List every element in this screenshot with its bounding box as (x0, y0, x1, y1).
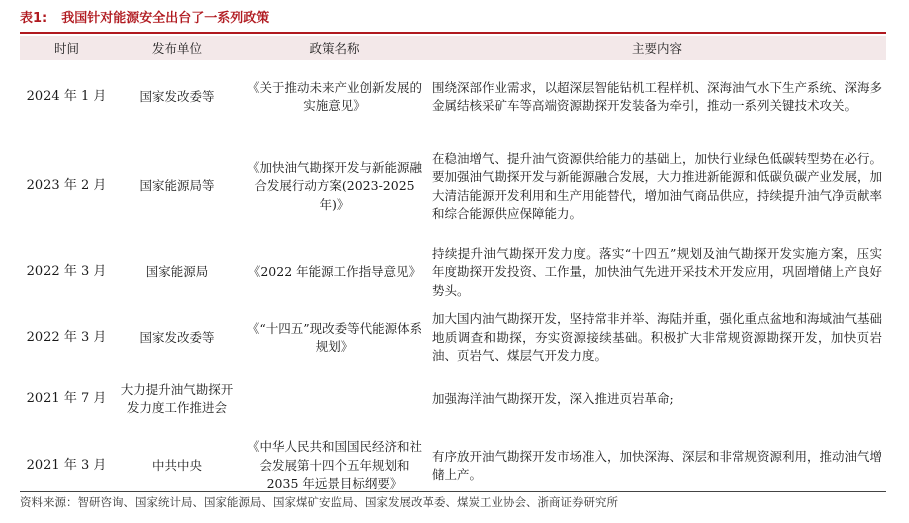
cell-unit: 国家发改委等 (139, 88, 215, 104)
cell-time: 2023 年 2 月 (26, 178, 107, 194)
cell-policy-name: 《“十四五”现改委等代能源体系规划》 (246, 320, 423, 354)
cell-time: 2022 年 3 月 (26, 264, 107, 280)
header-unit: 发布单位 (113, 36, 241, 60)
cell-content: 持续提升油气勘探开发力度。落实“十四五”规划及油气勘探开发实施方案，压实年度勘探开发投资、工作量，加快油气先进开采技术开发应用，巩固增储上产良好势头。 (432, 245, 883, 298)
cell-content: 有序放开油气勘探开发市场准入，加快深海、深层和非常规资源利用，推动油气增储上产。 (432, 448, 883, 482)
header-name: 政策名称 (241, 36, 428, 60)
cell-policy-name: 《中华人民共和国国民经济和社会发展第十四个五年规划和 2035 年远景目标纲要》 (246, 439, 422, 492)
cell-time: 2021 年 7 月 (26, 390, 107, 406)
cell-content: 加大国内油气勘探开发，坚持常非并举、海陆并重，强化重点盆地和海域油气基础地质调查和勘探，夯实资源接续基础。积极扩大非常规资源勘探开发，加快页岩油、页岩气、煤层气开发力度。 (432, 311, 883, 364)
cell-content: 围绕深部作业需求，以超深层智能钻机工程样机、深海油气水下生产系统、深海多金属结核采矿车等高端资源勘探开发装备为牵引，推动一系列关键技术攻关。 (432, 79, 883, 113)
cell-unit: 大力提升油气勘探开发力度工作推进会 (120, 381, 234, 415)
table-bottom-rule (20, 491, 886, 492)
cell-policy-name (241, 370, 428, 428)
cell-policy-name: 《加快油气勘探开发与新能源融合发展行动方案(2023-2025 年)》 (246, 159, 422, 212)
cell-unit: 国家发改委等 (139, 329, 215, 345)
policy-table (20, 36, 886, 504)
header-content: 主要内容 (428, 36, 886, 60)
table-title-text: 我国针对能源安全出台了一系列政策 (61, 11, 270, 26)
cell-content: 在稳油增气、提升油气资源供给能力的基础上，加快行业绿色低碳转型势在必行。要加强油气勘探开发与新能源融合发展，大力推进新能源和低碳负碳产业发展，加大清洁能源开发利用和生产用能替代，增加油气商品供应，持续提升油气净贡献率和综合能源供应保障能力。 (432, 150, 883, 221)
cell-content: 加强海洋油气勘探开发，深入推进页岩革命; (432, 390, 674, 406)
table-row (20, 134, 886, 239)
cell-unit: 国家能源局 (145, 264, 209, 280)
cell-unit: 中共中央 (151, 457, 202, 473)
table-row (20, 370, 886, 428)
title-rule (20, 32, 886, 34)
table-title (20, 8, 269, 30)
table-title-label: 表1: (20, 11, 48, 26)
cell-unit: 国家能源局等 (139, 178, 215, 194)
cell-policy-name: 《2022 年能源工作指导意见》 (247, 264, 422, 280)
header-time: 时间 (20, 36, 113, 60)
cell-time: 2024 年 1 月 (26, 88, 107, 104)
table-row (20, 239, 886, 306)
source-note: 资料来源：智研咨询、国家统计局、国家能源局、国家煤矿安监局、国家发展改革委、煤炭工业协会、浙商证券研究所 (20, 495, 618, 509)
cell-time: 2021 年 3 月 (26, 457, 107, 473)
table-header-row (20, 36, 886, 60)
cell-time: 2022 年 3 月 (26, 329, 107, 345)
cell-policy-name: 《关于推动未来产业创新发展的实施意见》 (246, 79, 422, 113)
table-row (20, 428, 886, 504)
table-row (20, 60, 886, 134)
table-row (20, 306, 886, 370)
